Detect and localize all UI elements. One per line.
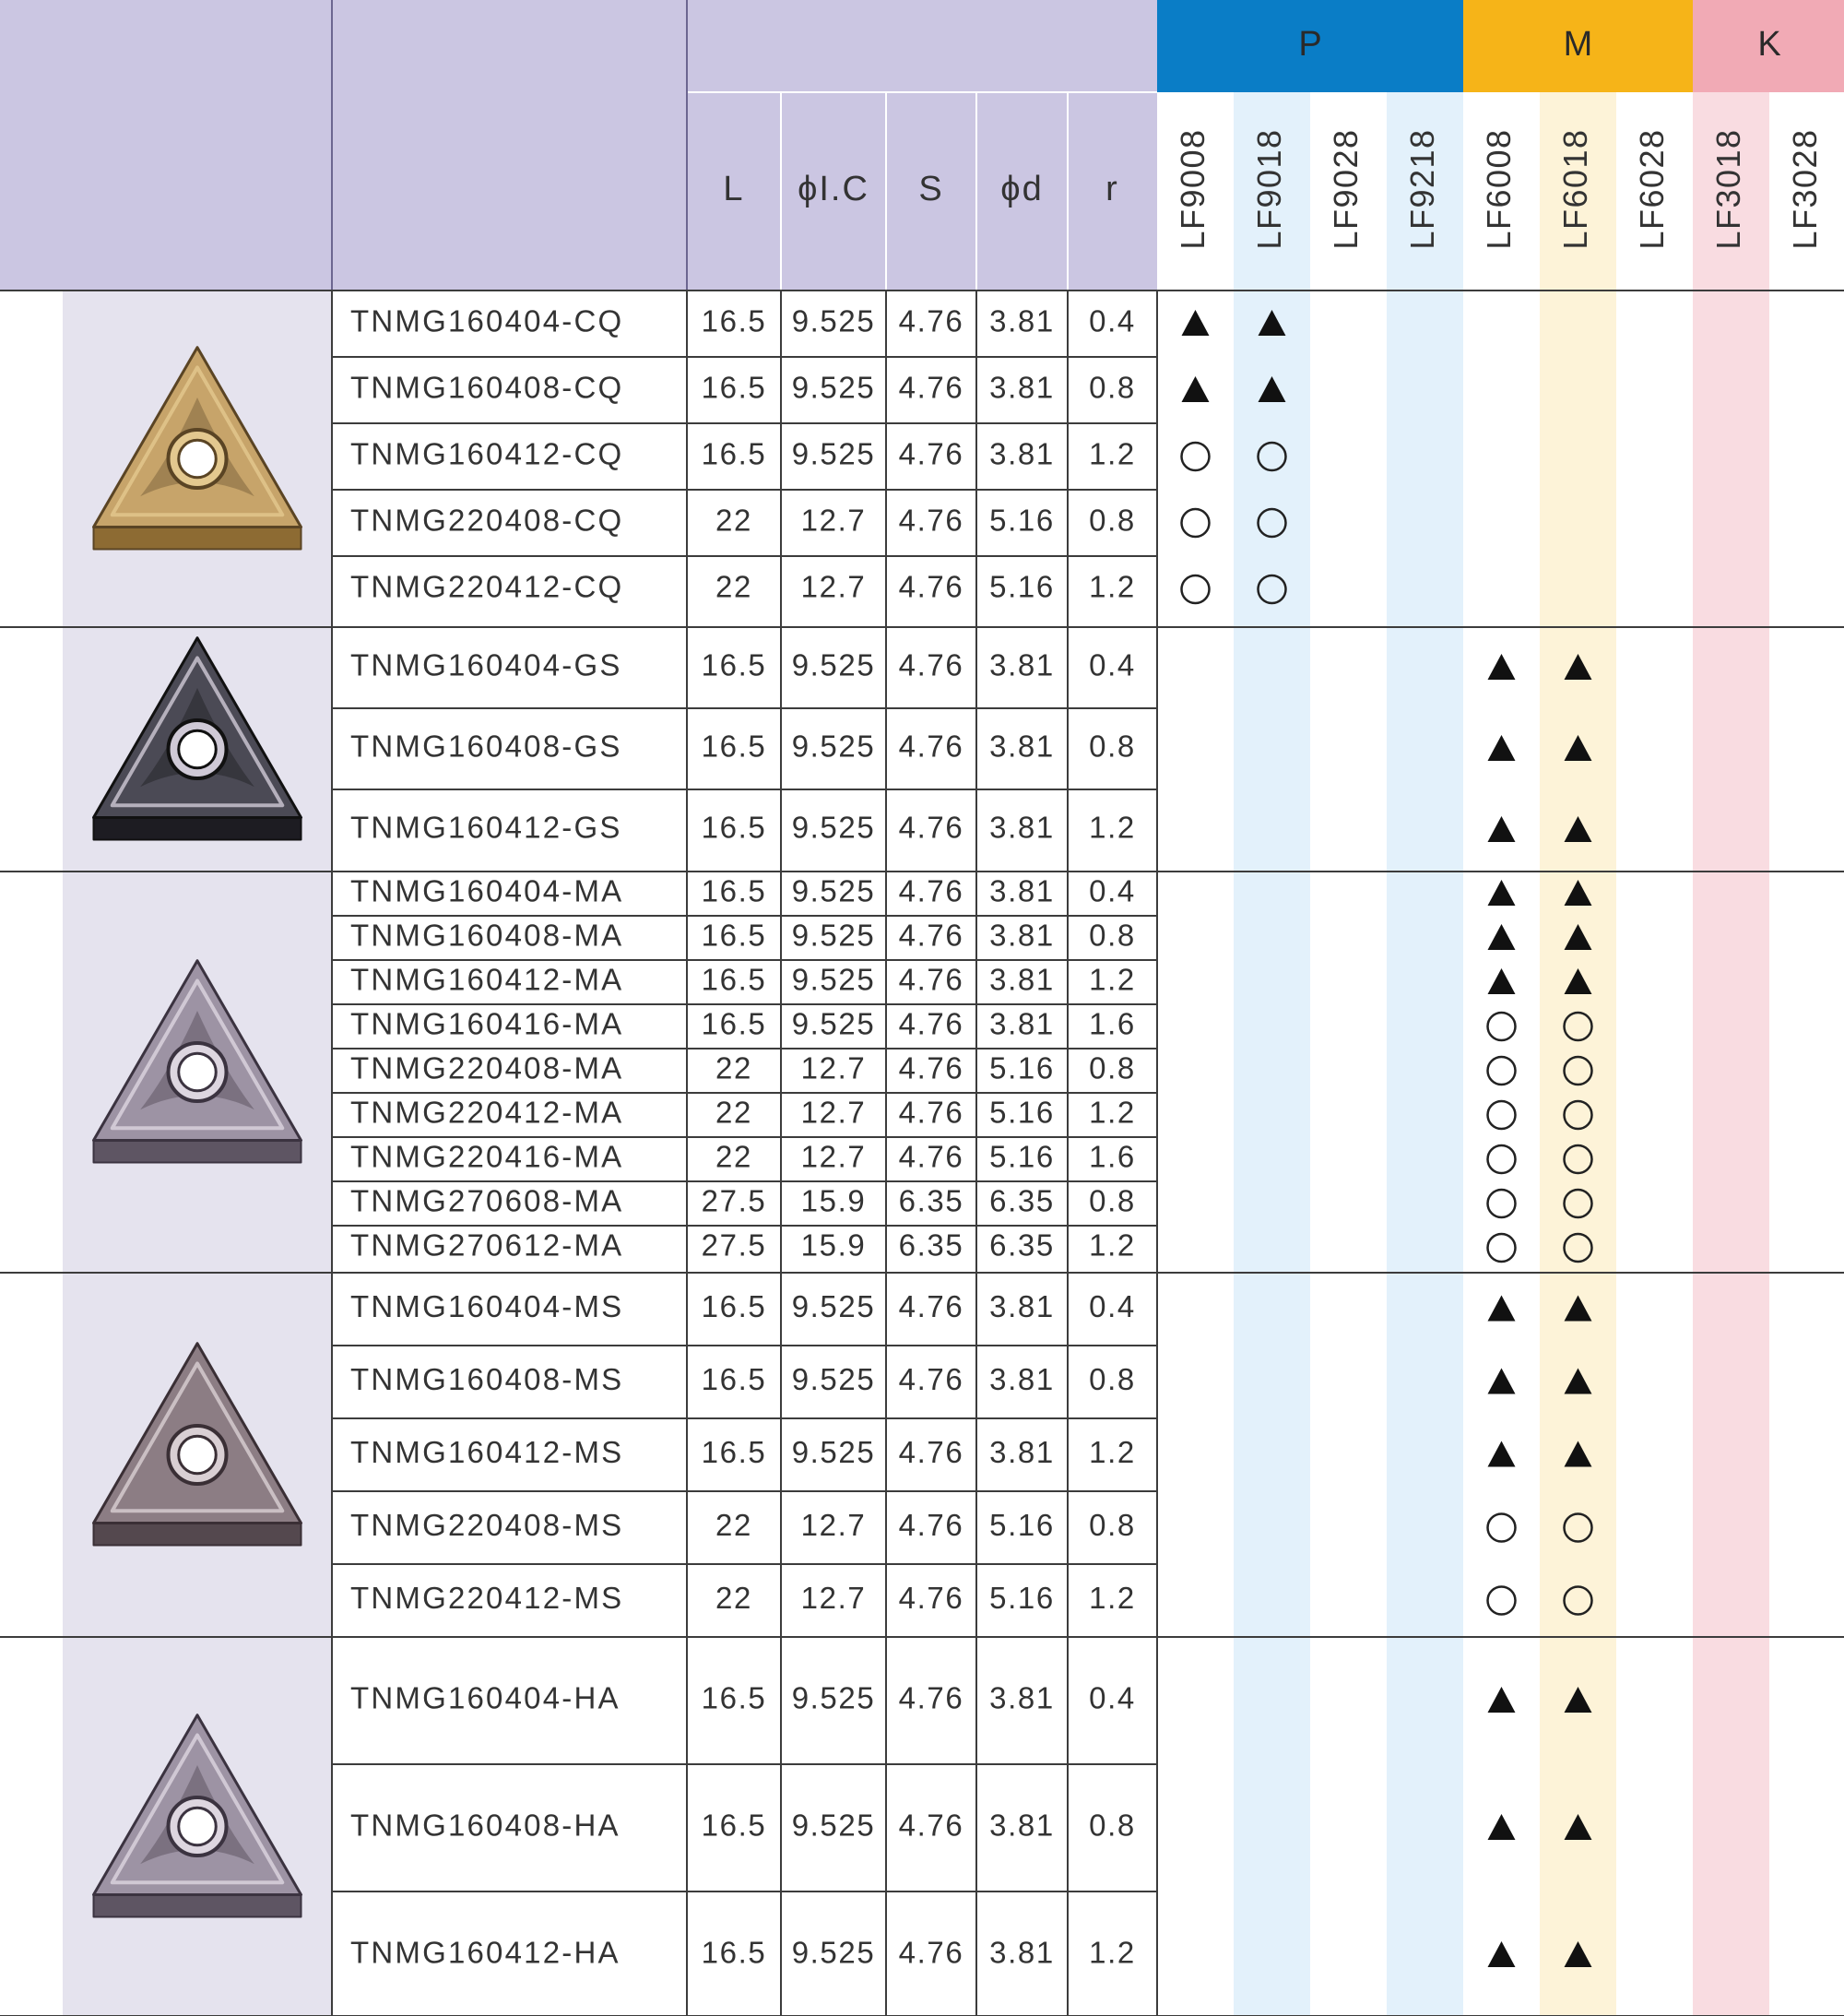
dimension-value: 3.81 [989,918,1055,953]
dimension-value: 16.5 [701,1680,767,1715]
grade-name-lf3018: LF3018 [1709,128,1748,250]
dimension-value: 16.5 [701,436,767,471]
dimension-value: 3.81 [989,436,1055,471]
dimension-value: 4.76 [898,1435,964,1470]
insert-code: TNMG160404-MA [350,873,624,908]
dimension-value: 22 [715,1581,752,1616]
dimension-value: 16.5 [701,729,767,764]
dimension-value: 4.76 [898,1362,964,1397]
insert-code: TNMG220408-MA [350,1050,624,1085]
dimension-value: 16.5 [701,873,767,908]
dimension-value: 9.525 [791,729,876,764]
insert-code: TNMG220408-MS [350,1508,624,1543]
insert-code: TNMG160404-HA [350,1680,621,1715]
insert-code: TNMG160408-GS [350,729,622,764]
dimension-value: 9.525 [791,436,876,471]
dimension-value: 3.81 [989,1006,1055,1041]
insert-code: TNMG160408-HA [350,1808,621,1843]
dimension-header-3: ϕd [1000,170,1044,209]
dimension-header-4: r [1105,170,1119,209]
dimension-value: 3.81 [989,1289,1055,1324]
dimension-value: 4.76 [898,647,964,682]
dimension-value: 9.525 [791,1006,876,1041]
dimension-value: 12.7 [800,569,867,604]
dimension-value: 1.2 [1089,1435,1136,1470]
dimension-value: 5.16 [989,1050,1055,1085]
dimension-value: 9.525 [791,1808,876,1843]
dimension-value: 22 [715,503,752,538]
dimension-value: 9.525 [791,1435,876,1470]
insert-code: TNMG160408-MA [350,918,624,953]
dimension-value: 4.76 [898,1808,964,1843]
insert-code: TNMG160412-GS [350,810,622,845]
dimension-value: 5.16 [989,1139,1055,1174]
insert-code: TNMG160404-GS [350,647,622,682]
dimension-value: 3.81 [989,810,1055,845]
dimension-value: 12.7 [800,1508,867,1543]
dimension-value: 4.76 [898,1006,964,1041]
dimension-value: 3.81 [989,962,1055,997]
dimension-value: 0.8 [1089,1183,1136,1218]
dimension-value: 1.2 [1089,436,1136,471]
dimension-value: 4.76 [898,1508,964,1543]
insert-code: TNMG220416-MA [350,1139,624,1174]
recommended-grade-mark [1488,1814,1516,1840]
available-grade-mark [1488,1190,1516,1217]
dimension-value: 22 [715,1508,752,1543]
dimension-value: 16.5 [701,810,767,845]
dimension-value: 3.81 [989,1362,1055,1397]
dimension-value: 0.8 [1089,1050,1136,1085]
dimension-value: 4.76 [898,569,964,604]
dimension-value: 4.76 [898,1935,964,1970]
dimension-value: 4.76 [898,1680,964,1715]
dimension-value: 22 [715,1139,752,1174]
dimension-value: 16.5 [701,1289,767,1324]
dimension-value: 9.525 [791,370,876,405]
dimension-value: 16.5 [701,918,767,953]
dimension-value: 1.2 [1089,1095,1136,1130]
dimension-value: 6.35 [989,1227,1055,1263]
recommended-grade-mark [1182,376,1210,402]
dimension-value: 16.5 [701,1935,767,1970]
dimension-value: 16.5 [701,647,767,682]
dimension-value: 12.7 [800,503,867,538]
dimension-value: 1.2 [1089,1227,1136,1263]
recommended-grade-mark [1488,1687,1516,1713]
dimension-value: 0.4 [1089,873,1136,908]
dimension-value: 4.76 [898,1139,964,1174]
dimension-value: 0.4 [1089,647,1136,682]
dimension-value: 1.2 [1089,962,1136,997]
dimension-value: 3.81 [989,1435,1055,1470]
dimension-value: 4.76 [898,810,964,845]
dimension-value: 9.525 [791,1289,876,1324]
recommended-grade-mark [1488,816,1516,842]
recommended-grade-mark [1488,1369,1516,1394]
dimension-value: 0.4 [1089,303,1136,338]
dimension-value: 9.525 [791,647,876,682]
dimension-value: 5.16 [989,569,1055,604]
dimension-value: 27.5 [701,1183,767,1218]
dimension-value: 4.76 [898,1581,964,1616]
dimension-value: 9.525 [791,810,876,845]
grade-name-lf6008: LF6008 [1480,128,1519,250]
dimension-value: 12.7 [800,1050,867,1085]
available-grade-mark [1182,443,1210,470]
insert-code: TNMG160404-MS [350,1289,624,1324]
dimension-value: 22 [715,1095,752,1130]
dimension-value: 4.76 [898,918,964,953]
grade-name-lf6028: LF6028 [1633,128,1672,250]
dimension-value: 4.76 [898,436,964,471]
recommended-grade-mark [1182,310,1210,336]
recommended-grade-mark [1488,880,1516,906]
grade-column-stripe [1693,0,1769,2016]
dimension-value: 15.9 [800,1183,867,1218]
dimension-value: 3.81 [989,1935,1055,1970]
dimension-value: 9.525 [791,1680,876,1715]
dimension-value: 0.4 [1089,1680,1136,1715]
available-grade-mark [1488,1234,1516,1262]
dimension-value: 9.525 [791,1935,876,1970]
material-group-label-m: M [1563,25,1593,65]
dimension-value: 4.76 [898,303,964,338]
dimension-value: 0.4 [1089,1289,1136,1324]
dimension-value: 12.7 [800,1095,867,1130]
dimension-value: 5.16 [989,1508,1055,1543]
insert-code: TNMG160416-MA [350,1006,624,1041]
recommended-grade-mark [1488,735,1516,761]
grade-column-stripe [1540,0,1616,2016]
dimension-value: 0.8 [1089,503,1136,538]
dimension-value: 9.525 [791,303,876,338]
insert-code: TNMG270608-MA [350,1183,624,1218]
dimension-value: 5.16 [989,1581,1055,1616]
dimension-value: 3.81 [989,303,1055,338]
available-grade-mark [1182,575,1210,603]
recommended-grade-mark [1488,1441,1516,1467]
recommended-grade-mark [1488,1941,1516,1967]
dimension-value: 0.8 [1089,918,1136,953]
dimension-value: 9.525 [791,962,876,997]
dimension-value: 3.81 [989,1808,1055,1843]
dimension-value: 22 [715,569,752,604]
dimension-value: 1.2 [1089,810,1136,845]
insert-code: TNMG160412-MA [350,962,624,997]
insert-code: TNMG270612-MA [350,1227,624,1263]
available-grade-mark [1488,1101,1516,1129]
dimension-value: 0.8 [1089,729,1136,764]
available-grade-mark [1488,1514,1516,1542]
recommended-grade-mark [1488,654,1516,680]
dimension-value: 6.35 [898,1227,964,1263]
grade-name-lf6018: LF6018 [1556,128,1595,250]
dimension-value: 4.76 [898,370,964,405]
dimension-value: 0.8 [1089,1362,1136,1397]
material-group-label-k: K [1757,25,1781,65]
insert-code: TNMG220412-CQ [350,569,624,604]
dimension-header-0: L [723,170,745,209]
recommended-grade-mark [1488,1296,1516,1322]
dimension-value: 27.5 [701,1227,767,1263]
dimension-value: 4.76 [898,503,964,538]
dimension-value: 6.35 [989,1183,1055,1218]
dimension-value: 4.76 [898,729,964,764]
dimension-value: 6.35 [898,1183,964,1218]
dimension-value: 5.16 [989,503,1055,538]
dimension-value: 3.81 [989,729,1055,764]
grade-name-lf9018: LF9018 [1250,128,1289,250]
dimension-value: 15.9 [800,1227,867,1263]
insert-code: TNMG220412-MS [350,1581,624,1616]
dimension-header-1: ϕI.C [798,170,869,209]
dimension-value: 4.76 [898,962,964,997]
dimension-value: 9.525 [791,918,876,953]
grade-name-lf9028: LF9028 [1327,128,1365,250]
dimension-value: 3.81 [989,647,1055,682]
available-grade-mark [1488,1145,1516,1173]
grade-name-lf3028: LF3028 [1786,128,1825,250]
dimension-value: 1.2 [1089,569,1136,604]
available-grade-mark [1488,1013,1516,1040]
dimension-value: 1.2 [1089,1581,1136,1616]
dimension-value: 16.5 [701,962,767,997]
dimension-value: 4.76 [898,873,964,908]
grade-name-lf9218: LF9218 [1403,128,1442,250]
recommended-grade-mark [1488,924,1516,950]
insert-code: TNMG160412-CQ [350,436,624,471]
grade-name-lf9008: LF9008 [1174,128,1212,250]
dimension-value: 5.16 [989,1095,1055,1130]
dimension-value: 1.6 [1089,1139,1136,1174]
insert-code: TNMG160408-CQ [350,370,624,405]
dimension-value: 0.8 [1089,1808,1136,1843]
dimension-value: 3.81 [989,1680,1055,1715]
insert-code: TNMG220412-MA [350,1095,624,1130]
dimension-value: 0.8 [1089,1508,1136,1543]
dimension-value: 0.8 [1089,370,1136,405]
dimension-value: 16.5 [701,303,767,338]
dimension-value: 16.5 [701,1808,767,1843]
insert-code: TNMG220408-CQ [350,503,624,538]
dimension-value: 22 [715,1050,752,1085]
dimension-value: 16.5 [701,1435,767,1470]
insert-code: TNMG160408-MS [350,1362,624,1397]
dimension-value: 16.5 [701,370,767,405]
dimension-value: 1.2 [1089,1935,1136,1970]
available-grade-mark [1182,509,1210,537]
recommended-grade-mark [1488,968,1516,994]
dimension-value: 16.5 [701,1362,767,1397]
available-grade-mark [1488,1587,1516,1615]
material-group-label-p: P [1298,25,1322,65]
dimension-value: 4.76 [898,1289,964,1324]
insert-code: TNMG160412-MS [350,1435,624,1470]
dimension-header-2: S [918,170,944,209]
dimension-value: 9.525 [791,1362,876,1397]
dimension-value: 3.81 [989,370,1055,405]
dimension-value: 12.7 [800,1139,867,1174]
dimension-value: 4.76 [898,1050,964,1085]
dimension-value: 3.81 [989,873,1055,908]
dimension-value: 12.7 [800,1581,867,1616]
dimension-value: 16.5 [701,1006,767,1041]
dimension-value: 9.525 [791,873,876,908]
grade-column-stripe [1234,0,1310,2016]
available-grade-mark [1488,1057,1516,1085]
grade-column-stripe [1387,0,1463,2016]
insert-code: TNMG160404-CQ [350,303,624,338]
dimension-value: 4.76 [898,1095,964,1130]
header-background [0,0,1157,291]
insert-code: TNMG160412-HA [350,1935,621,1970]
dimension-value: 1.6 [1089,1006,1136,1041]
